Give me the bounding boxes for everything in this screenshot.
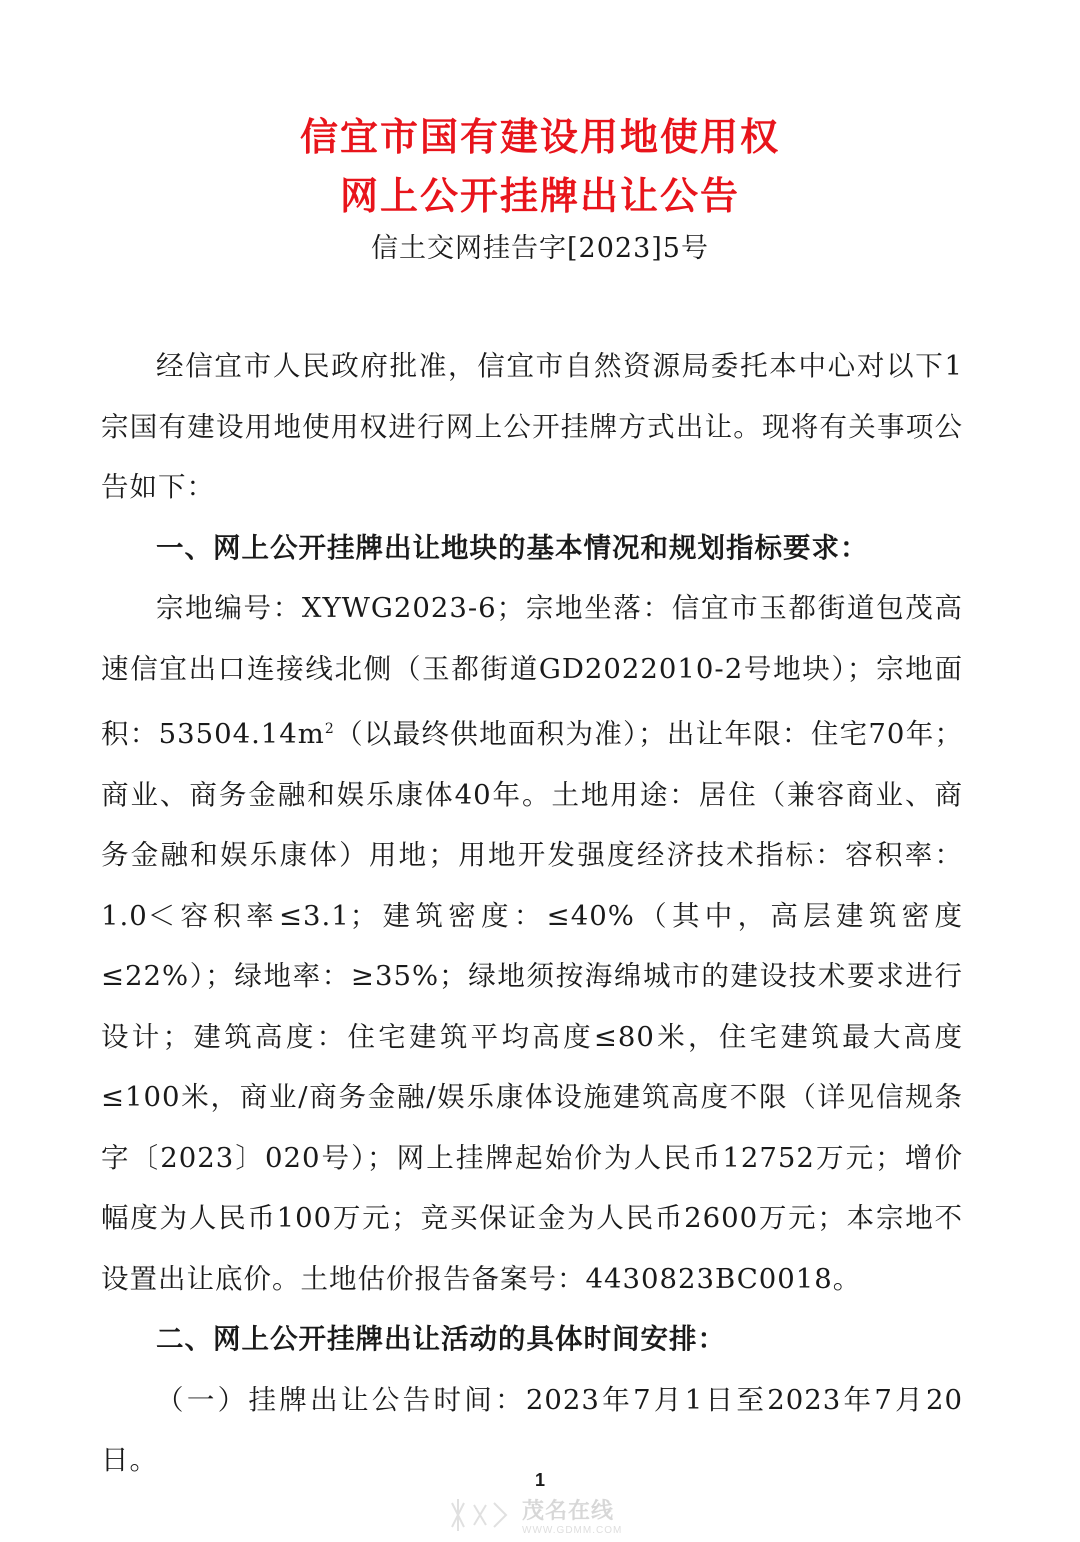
watermark-logo-icon — [444, 1495, 514, 1535]
watermark-url: WWW.GDMM.COM — [522, 1525, 623, 1536]
section2-item1: （一）挂牌出让公告时间：2023年7月1日至2023年7月20日。 — [101, 1383, 963, 1477]
section1-heading: 一、网上公开挂牌出让地块的基本情况和规划指标要求： — [156, 531, 869, 564]
section1-text-b: （以最终供地面积为准）；出让年限：住宅70年；商业、商务金融和娱乐康体40年。土地用途：居住（兼容商业、商务金融和娱乐康体）用地；用地开发强度经济技术指标：容积率：1.0＜容积率≤3.1；建筑密度：≤40%（其中，高层建筑密度≤22%）；绿地率：≥35%；绿地须按海绵城市的建设技术要求进行设计；建筑高度：住宅建筑平均高度≤80米，住宅建筑最大高度≤100米，商业/商务金融/娱乐康体设施建筑高度不限（详见信规条字〔2023〕020号）；网上挂牌起始价为人民币12752万元；增价幅度为人民币100万元；竞买保证金为人民币2600万元；本宗地不设置出让底价。土地估价报告备案号：4430823BC0018。 — [101, 718, 963, 1295]
area-unit-superscript: 2 — [324, 721, 335, 737]
document-number: 信土交网挂告字[2023]5号 — [371, 233, 709, 264]
section1-text-a: 宗地编号：XYWG2023-6；宗地坐落：信宜市玉都街道包茂高速信宜出口连接线北侧（玉都街道GD2022010-2号地块）；宗地面积：53504.14m — [101, 592, 963, 751]
page-number: 1 — [534, 1470, 545, 1490]
section1-paragraph — [101, 578, 963, 1309]
notice-body — [101, 336, 963, 1491]
section2-heading: 二、网上公开挂牌出让活动的具体时间安排： — [156, 1323, 726, 1356]
intro-paragraph: 经信宜市人民政府批准，信宜市自然资源局委托本中心对以下1宗国有建设用地使用权进行网上公开挂牌方式出让。现将有关事项公告如下： — [101, 350, 963, 503]
notice-title-line2: 网上公开挂牌出让公告 — [339, 174, 740, 218]
notice-title-line1: 信宜市国有建设用地使用权 — [299, 115, 780, 159]
watermark-name: 茂名在线 — [522, 1499, 615, 1524]
site-watermark — [444, 1494, 622, 1536]
